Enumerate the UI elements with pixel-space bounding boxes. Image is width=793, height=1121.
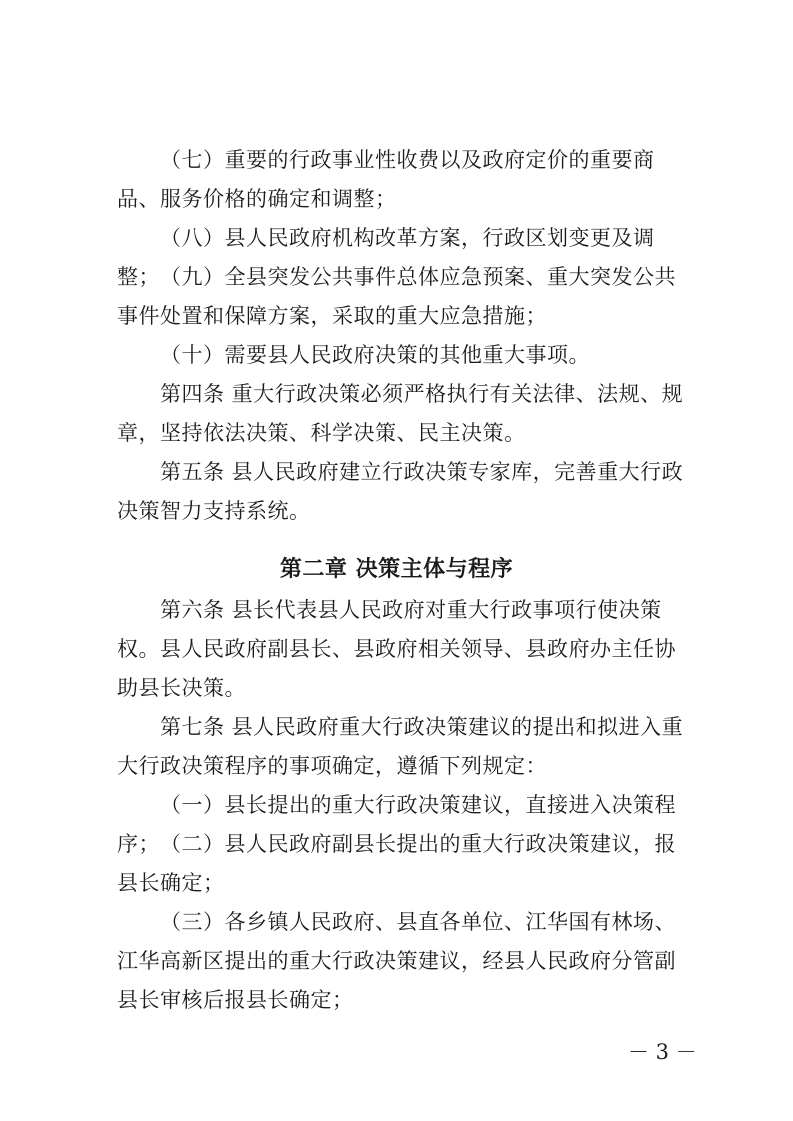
paragraph-clause-3: （三）各乡镇人民政府、县直各单位、江华国有林场、江华高新区提出的重大行政决策建议，经县人民政府分管副县长审核后报县长确定； bbox=[117, 910, 676, 1012]
paragraph-article-4: 第四条 重大行政决策必须严格执行有关法律、法规、规章，坚持依法决策、科学决策、民主决策。 bbox=[117, 382, 684, 445]
paragraph-clause-2: （二）县人民政府副县长提出的重大行政决策建议，报县长确定； bbox=[117, 832, 676, 895]
paragraph-item-9: （九）全县突发公共事件总体应急预案、重大突发公共事件处置和保障方案，采取的重大应急措施； bbox=[117, 265, 676, 328]
paragraph-item-10: （十）需要县人民政府决策的其他重大事项。 bbox=[160, 343, 590, 367]
paragraph-article-6: 第六条 县长代表县人民政府对重大行政事项行使决策权。县人民政府副县长、县政府相关领导、县政府办主任协助县长决策。 bbox=[117, 598, 676, 700]
page-number: － 3 － bbox=[628, 1040, 697, 1064]
paragraph-article-7: 第七条 县人民政府重大行政决策建议的提出和拟进入重大行政决策程序的事项确定，遵循下列规定： bbox=[117, 715, 684, 778]
paragraph-item-8: （八）县人民政府机构改革方案，行政区划变更及调整； bbox=[117, 226, 655, 289]
chapter-heading: 第二章 决策主体与程序 bbox=[279, 557, 514, 582]
paragraph-article-5: 第五条 县人民政府建立行政决策专家库，完善重大行政决策智力支持系统。 bbox=[117, 460, 684, 523]
paragraph-item-7: （七）重要的行政事业性收费以及政府定价的重要商品、服务价格的确定和调整； bbox=[117, 148, 655, 211]
paragraph-clause-1: （一）县长提出的重大行政决策建议，直接进入决策程序； bbox=[117, 793, 676, 856]
